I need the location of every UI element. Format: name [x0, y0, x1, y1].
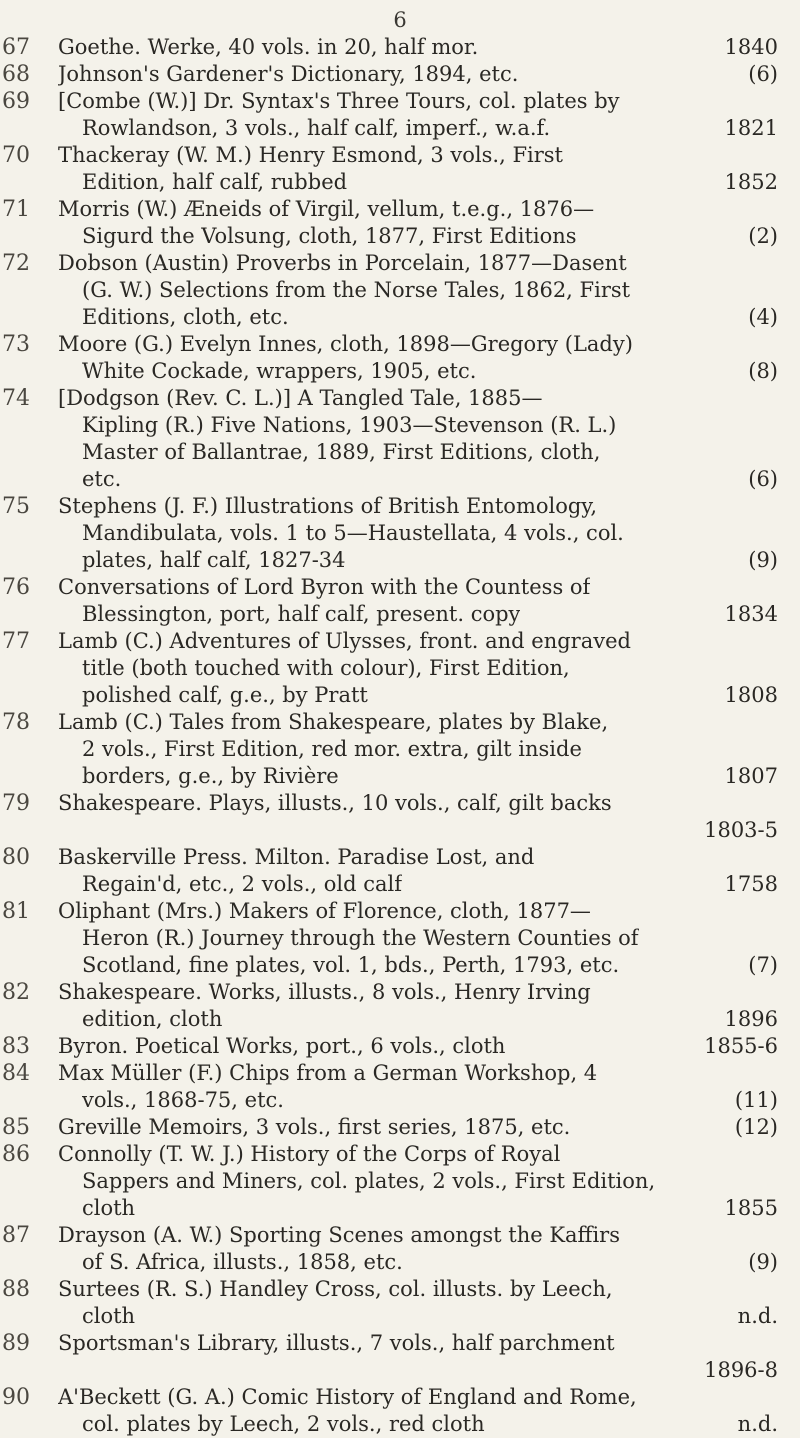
entry-text: Sportsman's Library, illusts., 7 vols., half parchment — [58, 1331, 615, 1355]
catalogue-entry — [0, 1141, 800, 1222]
entry-text: Shakespeare. Works, illusts., 8 vols., Henry Irving — [58, 980, 591, 1004]
lot-number: 83 — [2, 1034, 30, 1059]
entry-date-or-count: 1803-5 — [704, 818, 778, 842]
catalogue-entry — [0, 1114, 800, 1141]
entry-text: Goethe. Werke, 40 vols. in 20, half mor. — [58, 35, 479, 59]
entry-description — [58, 493, 778, 574]
entry-line — [58, 1006, 778, 1033]
lot-number: 82 — [2, 980, 30, 1005]
entry-line — [58, 1357, 778, 1384]
lot-number: 71 — [2, 197, 30, 222]
entry-line — [58, 871, 778, 898]
entry-text: Master of Ballantrae, 1889, First Editions, cloth, — [82, 440, 601, 464]
catalogue-entry — [0, 493, 800, 574]
entry-line — [58, 493, 778, 520]
entry-description — [58, 790, 778, 844]
lot-number: 76 — [2, 575, 30, 600]
entry-date-or-count: 1808 — [724, 683, 778, 707]
catalogue-entry — [0, 709, 800, 790]
entry-line — [58, 628, 778, 655]
entry-line — [58, 331, 778, 358]
entry-text: Sigurd the Volsung, cloth, 1877, First Editions — [82, 224, 577, 248]
lot-number: 88 — [2, 1277, 30, 1302]
entry-text: of S. Africa, illusts., 1858, etc. — [82, 1250, 403, 1274]
lot-number: 89 — [2, 1331, 30, 1356]
lot-number: 81 — [2, 899, 30, 924]
entry-description — [58, 844, 778, 898]
entry-line — [58, 223, 778, 250]
entry-date-or-count: 1821 — [724, 116, 778, 140]
entry-text: Kipling (R.) Five Nations, 1903—Stevenson (R. L.) — [82, 413, 617, 437]
entry-description — [58, 898, 778, 979]
catalogue-entry — [0, 1384, 800, 1438]
entry-text: Drayson (A. W.) Sporting Scenes amongst the Kaffirs — [58, 1223, 620, 1247]
entry-text: borders, g.e., by Rivière — [82, 764, 339, 788]
entry-date-or-count: 1852 — [724, 170, 778, 194]
entry-date-or-count: 1855 — [724, 1196, 778, 1220]
entry-text: edition, cloth — [82, 1007, 223, 1031]
entry-date-or-count: 1896-8 — [704, 1358, 778, 1382]
entry-line — [58, 1303, 778, 1330]
entry-description — [58, 196, 778, 250]
lot-number: 73 — [2, 332, 30, 357]
entry-text: Stephens (J. F.) Illustrations of British Entomology, — [58, 494, 598, 518]
entry-line — [58, 1087, 778, 1114]
entry-text: Surtees (R. S.) Handley Cross, col. illusts. by Leech, — [58, 1277, 613, 1301]
catalogue-entry — [0, 574, 800, 628]
entry-text: Greville Memoirs, 3 vols., first series, 1875, etc. — [58, 1115, 571, 1139]
entry-text: Johnson's Gardener's Dictionary, 1894, etc. — [58, 62, 519, 86]
entry-line — [58, 655, 778, 682]
entry-description — [58, 142, 778, 196]
entry-line — [58, 196, 778, 223]
entry-date-or-count: 1840 — [724, 35, 778, 59]
entry-date-or-count: (4) — [748, 305, 778, 329]
entry-line — [58, 277, 778, 304]
lot-number: 75 — [2, 494, 30, 519]
entry-line — [58, 115, 778, 142]
entry-line — [58, 34, 778, 61]
entry-text: [Combe (W.)] Dr. Syntax's Three Tours, col. plates by — [58, 89, 620, 113]
entry-description — [58, 1384, 778, 1438]
lot-number: 77 — [2, 629, 30, 654]
entry-line — [58, 790, 778, 817]
entry-text: Scotland, fine plates, vol. 1, bds., Perth, 1793, etc. — [82, 953, 620, 977]
catalogue-entry — [0, 385, 800, 493]
entry-description — [58, 1141, 778, 1222]
entry-line — [58, 817, 778, 844]
entry-date-or-count: (11) — [734, 1088, 778, 1112]
catalogue-entry — [0, 196, 800, 250]
entry-description — [58, 574, 778, 628]
entry-description — [58, 1060, 778, 1114]
entry-text: Sappers and Miners, col. plates, 2 vols., First Edition, — [82, 1169, 656, 1193]
entry-line — [58, 979, 778, 1006]
entry-line — [58, 1249, 778, 1276]
entry-text: Max Müller (F.) Chips from a German Workshop, 4 — [58, 1061, 598, 1085]
catalogue-entry — [0, 1330, 800, 1384]
catalogue-entry — [0, 34, 800, 61]
entry-date-or-count: (6) — [748, 467, 778, 491]
entry-text: (G. W.) Selections from the Norse Tales, 1862, First — [82, 278, 631, 302]
entry-description — [58, 1276, 778, 1330]
lot-number: 67 — [2, 35, 30, 60]
entry-date-or-count: 1834 — [724, 602, 778, 626]
entry-date-or-count: n.d. — [737, 1304, 778, 1328]
entry-text: Lamb (C.) Adventures of Ulysses, front. and engraved — [58, 629, 631, 653]
lot-number: 70 — [2, 143, 30, 168]
entry-text: Baskerville Press. Milton. Paradise Lost, and — [58, 845, 535, 869]
entry-text: Shakespeare. Plays, illusts., 10 vols., calf, gilt backs — [58, 791, 612, 815]
entry-text: Rowlandson, 3 vols., half calf, imperf., w.a.f. — [82, 116, 551, 140]
entry-description — [58, 1114, 778, 1141]
entry-description — [58, 1330, 778, 1384]
entry-description — [58, 385, 778, 493]
entry-description — [58, 61, 778, 88]
entry-text: Conversations of Lord Byron with the Countess of — [58, 575, 591, 599]
catalogue-entry — [0, 1060, 800, 1114]
entry-line — [58, 736, 778, 763]
entry-text: Byron. Poetical Works, port., 6 vols., cloth — [58, 1034, 506, 1058]
entry-date-or-count: n.d. — [737, 1412, 778, 1436]
lot-number: 87 — [2, 1223, 30, 1248]
lot-number: 69 — [2, 89, 30, 114]
entry-line — [58, 169, 778, 196]
catalogue-entry — [0, 628, 800, 709]
entry-description — [58, 88, 778, 142]
entry-text: Edition, half calf, rubbed — [82, 170, 348, 194]
entry-text: etc. — [82, 467, 122, 491]
entry-line — [58, 925, 778, 952]
entry-description — [58, 250, 778, 331]
lot-number: 86 — [2, 1142, 30, 1167]
entry-text: 2 vols., First Edition, red mor. extra, gilt inside — [82, 737, 582, 761]
catalogue-entry — [0, 979, 800, 1033]
entry-date-or-count: (9) — [748, 1250, 778, 1274]
lot-number: 72 — [2, 251, 30, 276]
entry-description — [58, 709, 778, 790]
entry-line — [58, 250, 778, 277]
catalogue-entry — [0, 898, 800, 979]
entry-date-or-count: 1807 — [724, 764, 778, 788]
lot-number: 68 — [2, 62, 30, 87]
lot-number: 85 — [2, 1115, 30, 1140]
lot-number: 84 — [2, 1061, 30, 1086]
entry-line — [58, 1168, 778, 1195]
entry-description — [58, 331, 778, 385]
catalogue-entry — [0, 1276, 800, 1330]
entry-date-or-count: (7) — [748, 953, 778, 977]
entry-line — [58, 601, 778, 628]
entry-description — [58, 1222, 778, 1276]
entry-line — [58, 844, 778, 871]
entry-text: title (both touched with colour), First Edition, — [82, 656, 570, 680]
entry-line — [58, 61, 778, 88]
entries-list — [0, 34, 800, 1438]
entry-text: cloth — [82, 1304, 136, 1328]
entry-line — [58, 1141, 778, 1168]
entry-text: Editions, cloth, etc. — [82, 305, 289, 329]
lot-number: 78 — [2, 710, 30, 735]
lot-number: 79 — [2, 791, 30, 816]
entry-date-or-count: 1896 — [724, 1007, 778, 1031]
entry-line — [58, 1195, 778, 1222]
entry-line — [58, 1276, 778, 1303]
entry-line — [58, 709, 778, 736]
entry-text: polished calf, g.e., by Pratt — [82, 683, 368, 707]
catalogue-entry — [0, 844, 800, 898]
entry-text: Lamb (C.) Tales from Shakespeare, plates by Blake, — [58, 710, 609, 734]
entry-line — [58, 1222, 778, 1249]
lot-number: 90 — [2, 1385, 30, 1410]
lot-number: 80 — [2, 845, 30, 870]
entry-line — [58, 142, 778, 169]
page-number: 6 — [393, 8, 407, 32]
catalogue-entry — [0, 250, 800, 331]
entry-line — [58, 574, 778, 601]
entry-line — [58, 763, 778, 790]
entry-text: White Cockade, wrappers, 1905, etc. — [82, 359, 477, 383]
catalogue-entry — [0, 61, 800, 88]
entry-line — [58, 520, 778, 547]
catalogue-entry — [0, 142, 800, 196]
entry-line — [58, 412, 778, 439]
entry-date-or-count: 1855-6 — [704, 1034, 778, 1058]
entry-text: col. plates by Leech, 2 vols., red cloth — [82, 1412, 485, 1436]
entry-text: plates, half calf, 1827-34 — [82, 548, 346, 572]
entry-description — [58, 1033, 778, 1060]
entry-line — [58, 1330, 778, 1357]
entry-text: Blessington, port, half calf, present. copy — [82, 602, 521, 626]
entry-date-or-count: (12) — [734, 1115, 778, 1139]
entry-text: Connolly (T. W. J.) History of the Corps of Royal — [58, 1142, 561, 1166]
entry-text: Oliphant (Mrs.) Makers of Florence, cloth, 1877— — [58, 899, 591, 923]
entry-line — [58, 898, 778, 925]
entry-date-or-count: 1758 — [724, 872, 778, 896]
entry-line — [58, 88, 778, 115]
entry-date-or-count: (2) — [748, 224, 778, 248]
entry-text: Moore (G.) Evelyn Innes, cloth, 1898—Gregory (Lady) — [58, 332, 633, 356]
entry-date-or-count: (6) — [748, 62, 778, 86]
entry-line — [58, 1411, 778, 1438]
entry-text: Dobson (Austin) Proverbs in Porcelain, 1877—Dasent — [58, 251, 627, 275]
entry-line — [58, 466, 778, 493]
entry-line — [58, 952, 778, 979]
entry-line — [58, 385, 778, 412]
entry-line — [58, 1114, 778, 1141]
entry-line — [58, 1060, 778, 1087]
entry-description — [58, 979, 778, 1033]
entry-line — [58, 682, 778, 709]
entry-text: Mandibulata, vols. 1 to 5—Haustellata, 4 vols., col. — [82, 521, 624, 545]
catalogue-entry — [0, 1033, 800, 1060]
catalogue-entry — [0, 88, 800, 142]
entry-text: Thackeray (W. M.) Henry Esmond, 3 vols., First — [58, 143, 563, 167]
entry-text: cloth — [82, 1196, 136, 1220]
entry-date-or-count: (9) — [748, 548, 778, 572]
entry-date-or-count: (8) — [748, 359, 778, 383]
entry-text: [Dodgson (Rev. C. L.)] A Tangled Tale, 1885— — [58, 386, 543, 410]
entry-description — [58, 34, 778, 61]
catalogue-entry — [0, 1222, 800, 1276]
entry-line — [58, 358, 778, 385]
entry-text: Heron (R.) Journey through the Western Counties of — [82, 926, 639, 950]
entry-text: Morris (W.) Æneids of Virgil, vellum, t.e.g., 1876— — [58, 197, 595, 221]
catalogue-entry — [0, 790, 800, 844]
entry-line — [58, 304, 778, 331]
entry-line — [58, 547, 778, 574]
entry-line — [58, 1033, 778, 1060]
catalogue-entry — [0, 331, 800, 385]
lot-number: 74 — [2, 386, 30, 411]
entry-line — [58, 1384, 778, 1411]
entry-line — [58, 439, 778, 466]
entry-text: A'Beckett (G. A.) Comic History of England and Rome, — [58, 1385, 637, 1409]
entry-text: Regain'd, etc., 2 vols., old calf — [82, 872, 402, 896]
entry-text: vols., 1868-75, etc. — [82, 1088, 284, 1112]
entry-description — [58, 628, 778, 709]
